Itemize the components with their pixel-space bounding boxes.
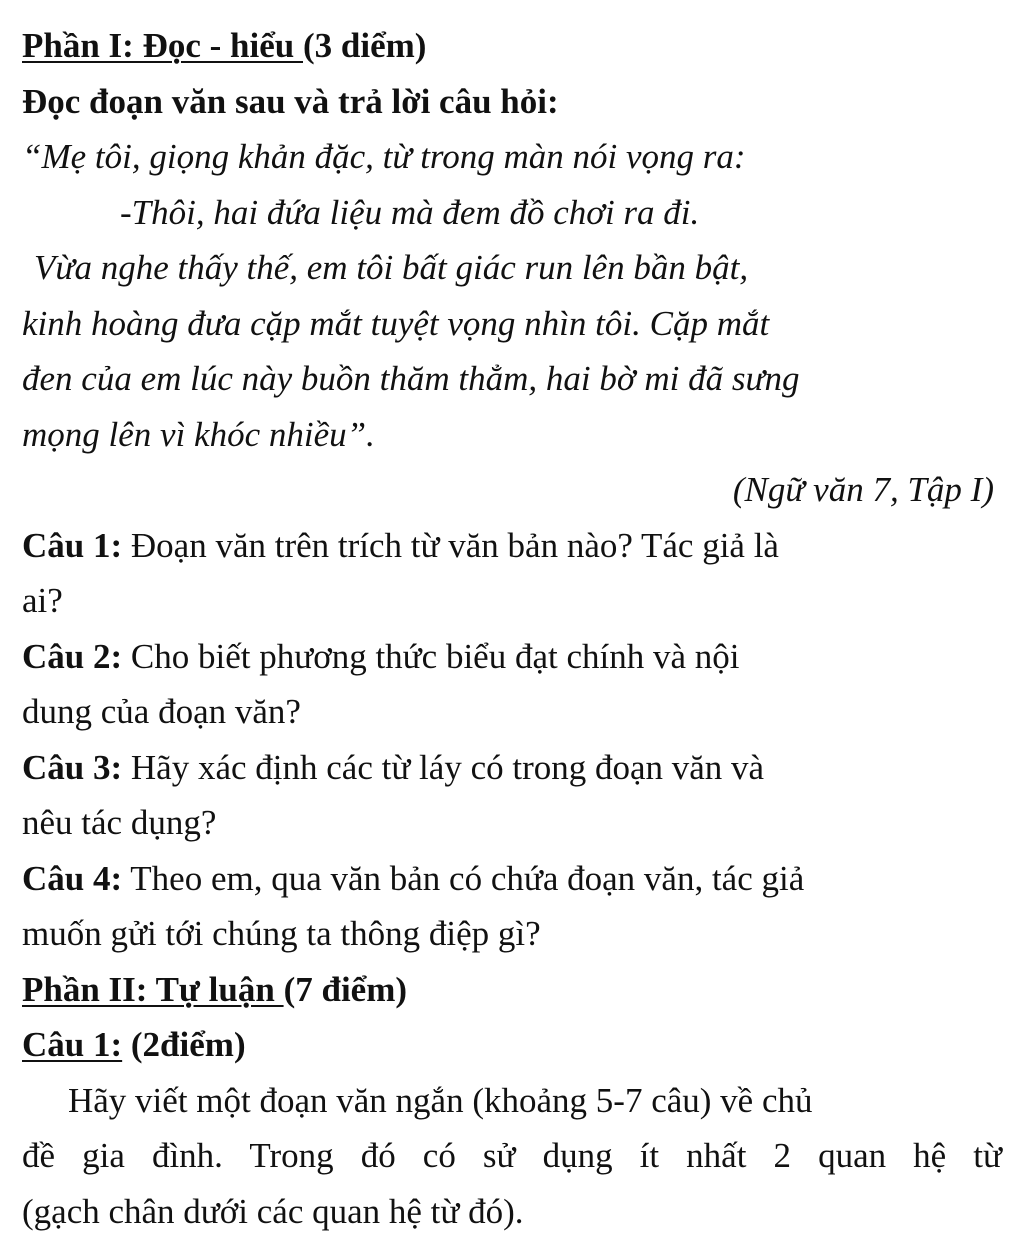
question-4-cont: muốn gửi tới chúng ta thông điệp gì? <box>22 906 1002 962</box>
question-2 <box>22 629 1002 685</box>
question-1-cont: ai? <box>22 573 1002 629</box>
question-2-label: Câu 2: <box>22 637 122 676</box>
part2-heading <box>22 962 1002 1018</box>
part2-question-1-line-3: (gạch chân dưới các quan hệ từ đó). <box>22 1184 1002 1239</box>
question-1-label: Câu 1: <box>22 526 122 565</box>
passage-line-2: -Thôi, hai đứa liệu mà đem đồ chơi ra đi. <box>22 185 1002 241</box>
part2-question-1-label: Câu 1: <box>22 1025 122 1064</box>
question-2-cont: dung của đoạn văn? <box>22 684 1002 740</box>
passage-source: (Ngữ văn 7, Tập I) <box>22 462 1002 518</box>
question-4 <box>22 851 1002 907</box>
part2-question-1-heading <box>22 1017 1002 1073</box>
part1-instruction: Đọc đoạn văn sau và trả lời câu hỏi: <box>22 74 1002 130</box>
part2-heading-points: (7 điểm) <box>284 970 407 1009</box>
question-2-text: Cho biết phương thức biểu đạt chính và nội <box>122 637 739 676</box>
question-4-label: Câu 4: <box>22 859 122 898</box>
part2-heading-title: Phần II: Tự luận <box>22 970 284 1009</box>
question-3-cont: nêu tác dụng? <box>22 795 1002 851</box>
passage-line-3: Vừa nghe thấy thế, em tôi bất giác run lên bần bật, <box>22 240 1002 296</box>
passage-line-4: kinh hoàng đưa cặp mắt tuyệt vọng nhìn tôi. Cặp mắt <box>22 296 1002 352</box>
part2-question-1-line-2: đề gia đình. Trong đó có sử dụng ít nhất 2 quan hệ từ <box>22 1128 1002 1184</box>
passage-line-5: đen của em lúc này buồn thăm thẳm, hai bờ mi đã sưng <box>22 351 1002 407</box>
question-1 <box>22 518 1002 574</box>
part1-heading-title: Phần I: Đọc - hiểu <box>22 26 303 65</box>
question-3 <box>22 740 1002 796</box>
part2-question-1-points: (2điểm) <box>122 1025 245 1064</box>
passage-line-6: mọng lên vì khóc nhiều”. <box>22 407 1002 463</box>
passage-line-1: “Mẹ tôi, giọng khản đặc, từ trong màn nói vọng ra: <box>22 129 1002 185</box>
part1-heading <box>22 18 1002 74</box>
question-3-label: Câu 3: <box>22 748 122 787</box>
question-4-text: Theo em, qua văn bản có chứa đoạn văn, tác giả <box>122 859 804 898</box>
question-3-text: Hãy xác định các từ láy có trong đoạn văn và <box>122 748 764 787</box>
part2-question-1-line-1: Hãy viết một đoạn văn ngắn (khoảng 5-7 câu) về chủ <box>22 1073 1002 1129</box>
part1-heading-points: (3 diểm) <box>303 26 426 65</box>
question-1-text: Đoạn văn trên trích từ văn bản nào? Tác giả là <box>122 526 779 565</box>
